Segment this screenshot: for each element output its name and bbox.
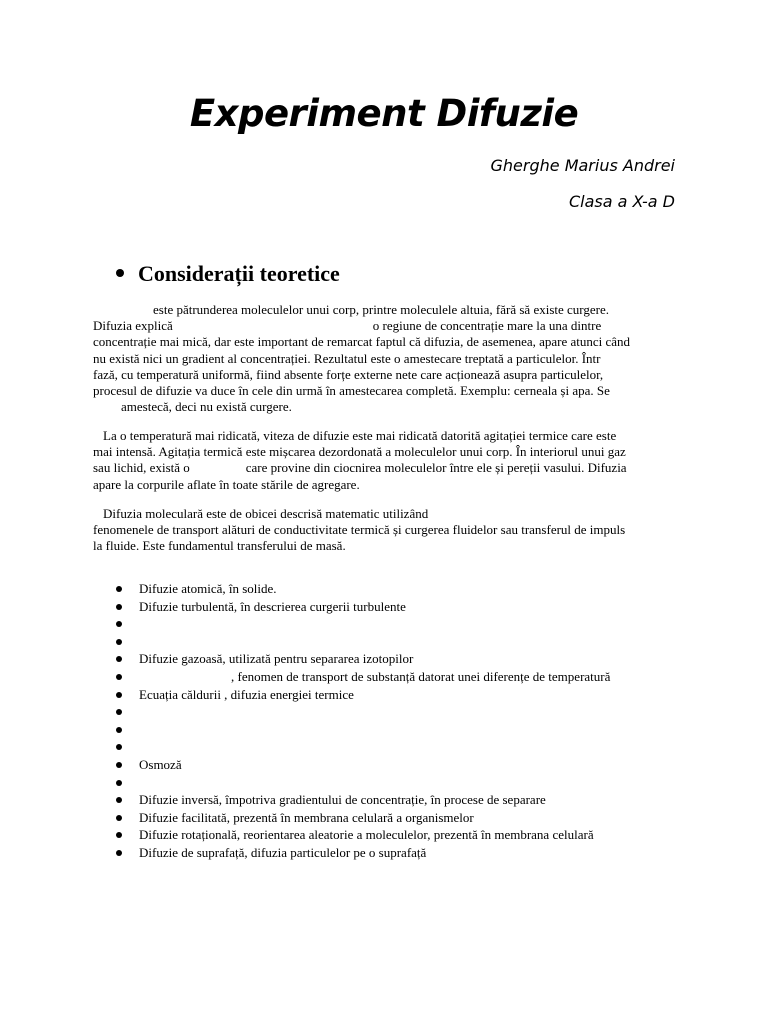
list-item	[116, 826, 610, 844]
paragraph-line: apare la corpurile aflate în toate stările de agregare.	[93, 476, 360, 492]
list-item	[116, 615, 610, 633]
bullet-icon	[116, 692, 122, 698]
paragraph-2	[93, 428, 675, 493]
list-item	[116, 598, 610, 616]
list-item-text: Difuzie facilitată, prezentă în membrana celulară a organismelor	[139, 809, 474, 825]
bullet-icon	[116, 674, 122, 680]
bullet-icon	[116, 269, 124, 277]
list-item-text: Difuzie gazoasă, utilizată pentru separarea izotopilor	[139, 651, 414, 667]
bullet-icon	[116, 709, 122, 715]
bullet-icon	[116, 621, 122, 627]
paragraph-line: procesul de difuzie va duce în cele din urmă în amestecarea completă. Exemplu: cerneala și apa. Se	[93, 383, 610, 399]
list-item	[116, 774, 610, 792]
class-label: Clasa a X-a D	[568, 192, 675, 211]
bullet-icon	[116, 744, 122, 750]
list-item	[116, 580, 610, 598]
list-item-text: Difuzie rotațională, reorientarea aleatorie a moleculelor, prezentă în membrana celulară	[139, 827, 594, 843]
paragraph-line: La o temperatură mai ridicată, viteza de difuzie este mai ridicată datorită agitației termice care este	[103, 428, 617, 443]
paragraph-line	[93, 318, 675, 334]
bullet-icon	[116, 762, 122, 768]
list-item-text: Difuzie de suprafață, difuzia particulelor pe o suprafață	[139, 844, 427, 860]
list-item-text: Ecuația căldurii , difuzia energiei termice	[139, 686, 354, 702]
list-item-text: Difuzie turbulentă, în descrierea curgerii turbulente	[139, 598, 406, 614]
paragraph-fragment: o regiune de concentrație mare la una dintre	[372, 318, 602, 334]
bullet-icon	[116, 832, 122, 838]
paragraph-line: este pătrunderea moleculelor unui corp, printre moleculele altuia, fără să existe curgere.	[153, 302, 609, 317]
list-item	[116, 738, 610, 756]
bullet-icon	[116, 586, 122, 592]
list-item	[116, 668, 610, 686]
paragraph-line: fază, cu temperatură uniformă, fiind absente forțe externe nete care acționează asupra particulelor,	[93, 366, 604, 382]
paragraph-1	[93, 302, 675, 415]
list-item	[116, 686, 610, 704]
list-item-text: Difuzie atomică, în solide.	[139, 581, 277, 596]
section-heading-text: Considerații teoretice	[138, 261, 340, 286]
list-item	[116, 809, 610, 827]
list-item	[116, 703, 610, 721]
list-item	[116, 756, 610, 774]
bullet-icon	[116, 797, 122, 803]
list-item-text: Osmoză	[139, 756, 182, 772]
paragraph-line	[93, 460, 675, 476]
bullet-icon	[116, 656, 122, 662]
paragraph-fragment: Difuzia explică	[93, 318, 173, 334]
document-title: Experiment Difuzie	[189, 92, 579, 135]
bullet-icon	[116, 727, 122, 733]
author-name: Gherghe Marius Andrei	[490, 156, 675, 175]
paragraph-line: nu există nici un gradient al concentrației. Rezultatul este o amestecare treptată a particulelor. Într	[93, 350, 601, 366]
list-item-text: Difuzie inversă, împotriva gradientului de concentrație, în procese de separare	[139, 792, 546, 808]
bullet-icon	[116, 850, 122, 856]
paragraph-line: amestecă, deci nu există curgere.	[121, 399, 292, 415]
list-item	[116, 721, 610, 739]
list-item	[116, 650, 610, 668]
section-heading	[116, 261, 340, 287]
paragraph-line: concentrație mai mică, dar este important de remarcat faptul că difuzia, de asemenea, apare atunci când	[93, 334, 631, 350]
diffusion-types-list	[116, 580, 610, 862]
list-item	[116, 633, 610, 651]
bullet-icon	[116, 815, 122, 821]
paragraph-line: mai intensă. Agitația termică este mișcarea dezordonată a moleculelor unui corp. În interiorul unui gaz	[93, 444, 626, 460]
paragraph-fragment: care provine din ciocnirea moleculelor între ele și pereții vasului. Difuzia	[245, 460, 627, 476]
list-item	[116, 791, 610, 809]
paragraph-line: Difuzia moleculară este de obicei descrisă matematic utilizând	[103, 506, 429, 521]
bullet-icon	[116, 604, 122, 610]
paragraph-fragment: sau lichid, există o	[93, 460, 190, 476]
list-item-text: , fenomen de transport de substanță datorat unei diferențe de temperatură	[231, 668, 611, 684]
paragraph-3	[93, 506, 675, 555]
paragraph-line: fenomenele de transport alături de conductivitate termică și curgerea fluidelor sau transferul de impuls	[93, 522, 626, 538]
paragraph-line: la fluide. Este fundamentul transferului de masă.	[93, 538, 346, 554]
bullet-icon	[116, 780, 122, 786]
bullet-icon	[116, 639, 122, 645]
list-item	[116, 844, 610, 862]
